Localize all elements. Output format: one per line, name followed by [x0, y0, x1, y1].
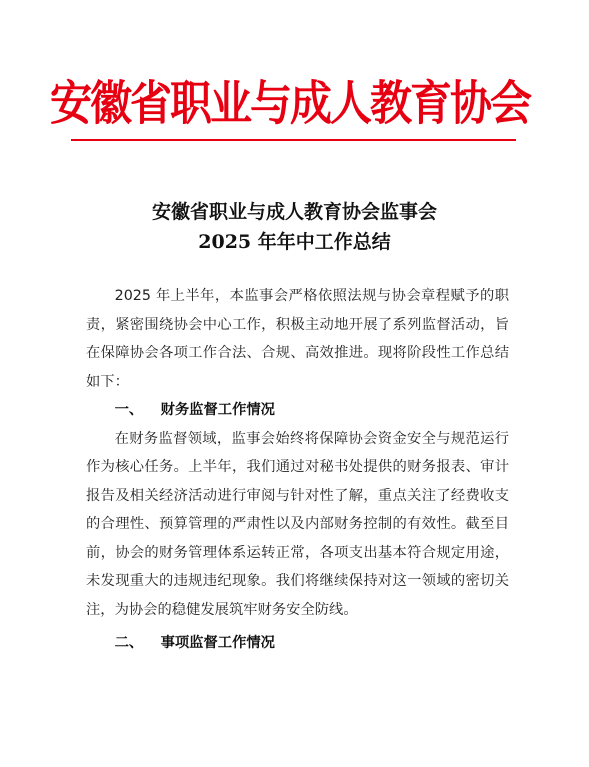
section-heading-1: [86, 396, 509, 425]
section-number-1: 一、: [114, 402, 144, 418]
section-title-2: 事项监督工作情况: [160, 635, 275, 651]
section-number-2: 二、: [114, 635, 144, 651]
masthead-red-rule: [71, 139, 516, 141]
masthead-org-name: 安徽省职业与成人教育协会: [50, 76, 531, 131]
document-title: [0, 197, 589, 257]
intro-paragraph: 2025 年上半年，本监事会严格依照法规与协会章程赋予的职责，紧密围绕协会中心工作，积极主动地开展了系列监督活动，旨在保障协会各项工作合法、合规、高效推进。现将阶段性工作总结如下：: [86, 288, 509, 390]
document-body: [86, 282, 509, 658]
section-title-1: 财务监督工作情况: [160, 402, 275, 418]
section-1-paragraph: 在财务监督领域，监事会始终将保障协会资金安全与规范运行作为核心任务。上半年，我们通过对秘书处提供的财务报表、审计报告及相关经济活动进行审阅与针对性了解，重点关注了经费收支的合理性、预算管理的严肃性以及内部财务控制的有效性。截至目前，协会的财务管理体系运转正常，各项支出基本符合规定用途，未发现重大的违规违纪现象。我们将继续保持对这一领域的密切关注，为协会的稳健发展筑牢财务安全防线。: [86, 430, 509, 618]
document-title-line-2: 2025 年年中工作总结: [198, 231, 391, 253]
section-heading-2: [86, 629, 509, 658]
document-title-line-1: 安徽省职业与成人教育协会监事会: [151, 201, 437, 223]
